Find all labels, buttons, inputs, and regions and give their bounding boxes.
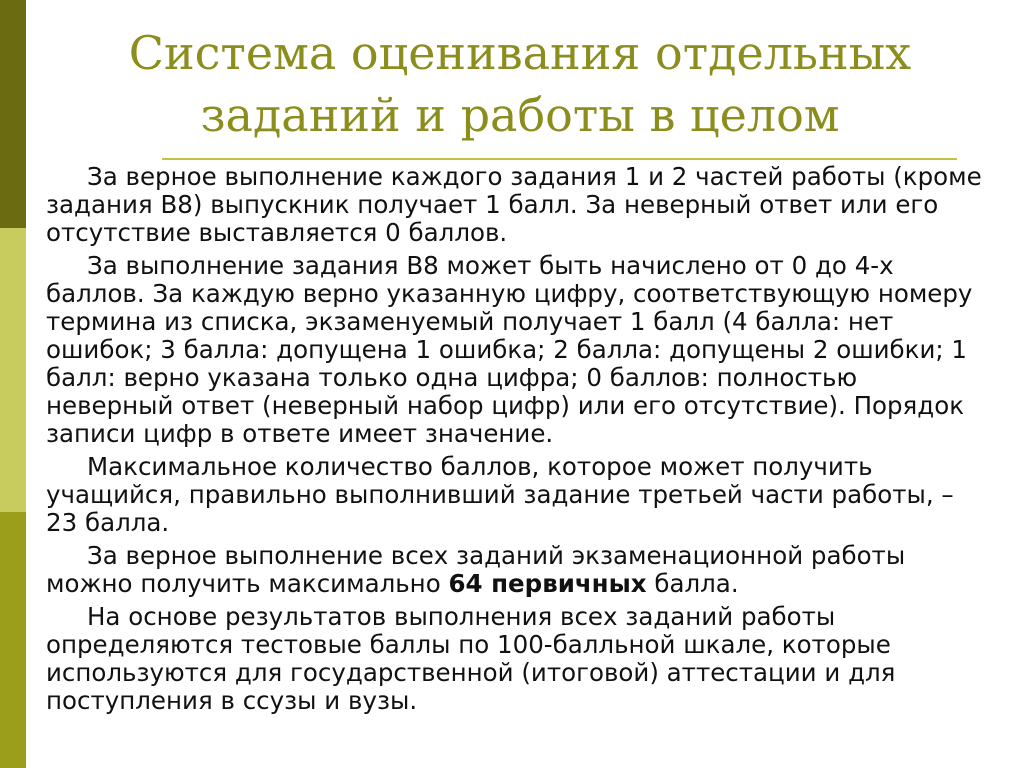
paragraph-2: За выполнение задания В8 может быть начислено от 0 до 4-х баллов. За каждую верно указанную цифру, соответствующую номеру термина из списка, экзаменуемый получает 1 балл (4 балла: нет ошибок; 3 балла: допущена 1 ошибка; 2 балла: допущены 2 ошибки; 1 балл: верно указана только одна цифра; 0 баллов: полностью неверный ответ (неверный набор цифр) или его отсутствие). Порядок записи цифр в ответе имеет значение. [46, 251, 973, 448]
paragraph-3: Максимальное количество баллов, которое может получить учащийся, правильно выполнивший задание третьей части работы, – 23 балла. [46, 452, 954, 537]
paragraph-4-text-start: За верное выполнение всех заданий экзаменационной работы можно получить максимально [46, 541, 906, 598]
side-bar-light-segment [0, 228, 26, 512]
side-bar-mid-segment [0, 512, 26, 768]
slide-title [60, 22, 980, 146]
title-underline [162, 158, 957, 160]
paragraph-4-bold-score: 64 первичных [448, 569, 647, 598]
slide-title-line-1: Система оценивания отдельных [128, 26, 912, 80]
slide-body [46, 163, 991, 720]
side-bar-dark-segment [0, 0, 26, 228]
paragraph-4-text-end: балла. [646, 569, 739, 598]
slide-title-line-2: заданий и работы в целом [200, 88, 840, 142]
paragraph-1: За верное выполнение каждого задания 1 и 2 частей работы (кроме задания В8) выпускник получает 1 балл. За неверный ответ или его отсутствие выставляется 0 баллов. [46, 162, 982, 247]
paragraph-5: На основе результатов выполнения всех заданий работы определяются тестовые баллы по 100-балльной шкале, которые используются для государственной (итоговой) аттестации и для поступления в ссузы и вузы. [46, 602, 896, 715]
paragraph-4 [46, 542, 991, 598]
